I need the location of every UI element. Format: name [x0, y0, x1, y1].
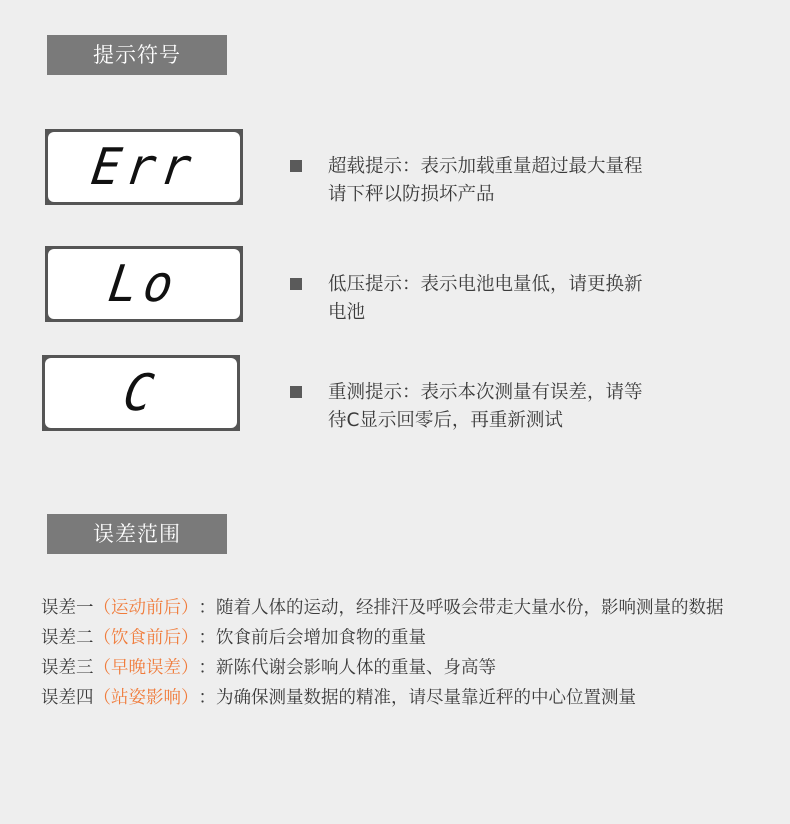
- hint-text-line: 超载提示：表示加载重量超过最大量程: [328, 156, 643, 177]
- error-colon: ：: [198, 688, 216, 708]
- section-title-error-range: 误差范围: [47, 514, 227, 554]
- error-list: [41, 596, 761, 716]
- error-label: 误差四: [41, 688, 94, 708]
- error-description: 随着人体的运动，经排汗及呼吸会带走大量水份，影响测量的数据: [216, 598, 724, 618]
- error-label: 误差二: [41, 628, 94, 648]
- error-colon: ：: [198, 658, 216, 678]
- hint-item-overload: [290, 153, 730, 209]
- error-cause: （饮食前后）: [93, 628, 199, 648]
- square-bullet-icon: [290, 278, 302, 290]
- error-cause: （站姿影响）: [93, 688, 199, 708]
- list-item: [41, 626, 761, 651]
- section-title-hint-symbols: 提示符号: [47, 35, 227, 75]
- list-item: [41, 596, 761, 621]
- lcd-display-c: [42, 355, 240, 431]
- hint-text-line: 待C显示回零后，再重新测试: [328, 410, 563, 431]
- error-colon: ：: [198, 598, 216, 618]
- error-description: 为确保测量数据的精准，请尽量靠近秤的中心位置测量: [216, 688, 636, 708]
- hint-text-line: 请下秤以防损坏产品: [328, 184, 495, 205]
- hint-text-line: 电池: [328, 302, 366, 323]
- error-description: 饮食前后会增加食物的重量: [216, 628, 426, 648]
- lcd-display-lo: [45, 246, 243, 322]
- list-item: [41, 656, 761, 681]
- list-item: [41, 686, 761, 711]
- lcd-text: Err: [87, 137, 201, 197]
- error-cause: （运动前后）: [93, 598, 199, 618]
- hint-text-line: 低压提示：表示电池电量低，请更换新: [328, 274, 643, 295]
- error-cause: （早晚误差）: [93, 658, 199, 678]
- lcd-screen: [48, 132, 240, 202]
- square-bullet-icon: [290, 386, 302, 398]
- lcd-text: C: [119, 363, 163, 423]
- error-label: 误差一: [41, 598, 94, 618]
- square-bullet-icon: [290, 160, 302, 172]
- error-label: 误差三: [41, 658, 94, 678]
- lcd-screen: [45, 358, 237, 428]
- hint-item-remeasure: [290, 379, 730, 435]
- hint-item-low-battery: [290, 271, 730, 327]
- hint-text-line: 重测提示：表示本次测量有误差，请等: [328, 382, 643, 403]
- lcd-screen: [48, 249, 240, 319]
- lcd-text: Lo: [104, 254, 184, 314]
- error-colon: ：: [198, 628, 216, 648]
- error-description: 新陈代谢会影响人体的重量、身高等: [216, 658, 496, 678]
- lcd-display-err: [45, 129, 243, 205]
